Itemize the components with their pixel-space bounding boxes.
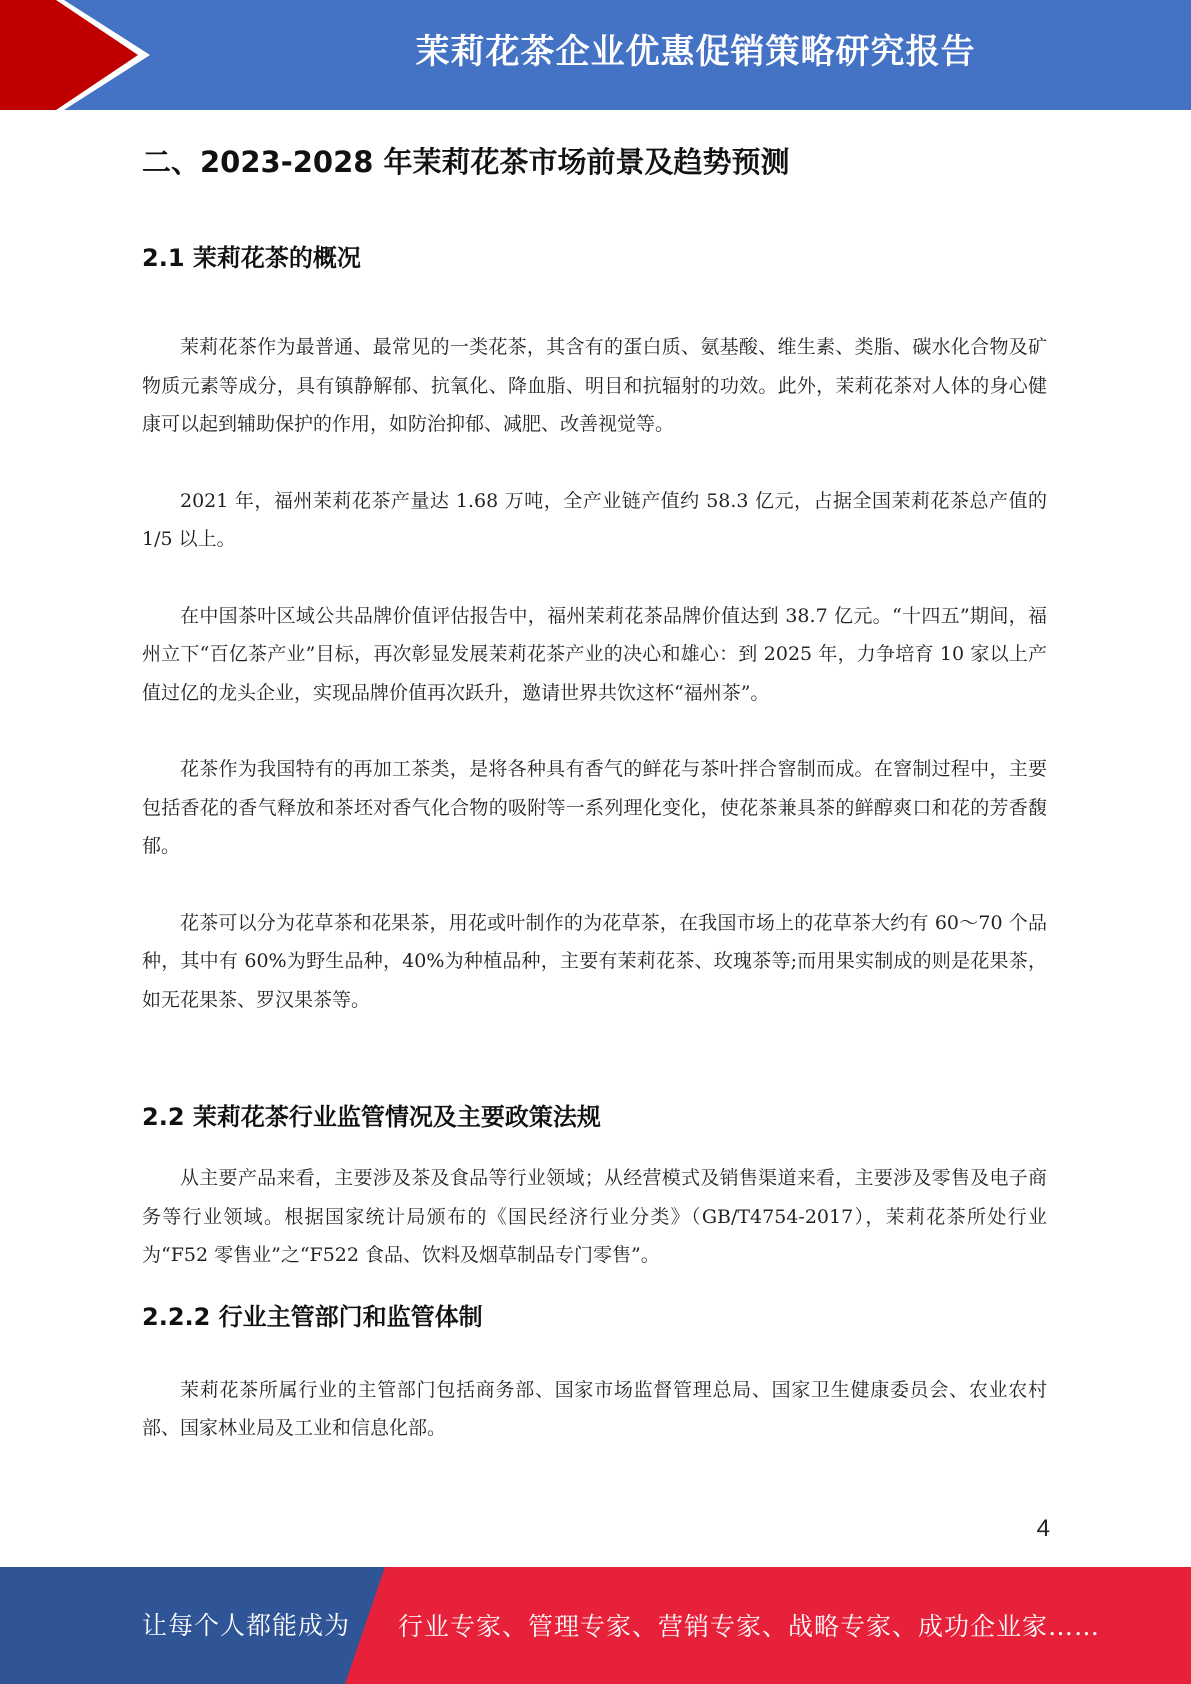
subsection-title-2-1: 2.1 茉莉花茶的概况 — [142, 244, 361, 272]
paragraph: 花茶可以分为花草茶和花果茶，用花或叶制作的为花草茶，在我国市场上的花草茶大约有 60～70 个品种，其中有 60%为野生品种，40%为种植品种，主要有茉莉花茶、玫瑰茶等;而用果实制成的则是花果茶，如无花果茶、罗汉果茶等。 — [142, 911, 1047, 1011]
paragraph: 从主要产品来看，主要涉及茶及食品等行业领域；从经营模式及销售渠道来看，主要涉及零售及电子商务等行业领域。根据国家统计局颁布的《国民经济行业分类》（GB/T4754-2017），茉莉花茶所处行业为“F52 零售业”之“F522 食品、饮料及烟草制品专门零售”。 — [142, 1167, 1047, 1266]
paragraph: 2021 年，福州茉莉花茶产量达 1.68 万吨，全产业链产值约 58.3 亿元，占据全国茉莉花茶总产值的 1/5 以上。 — [142, 489, 1047, 550]
paragraph: 茉莉花茶作为最普通、最常见的一类花茶，其含有的蛋白质、氨基酸、维生素、类脂、碳水化合物及矿物质元素等成分，具有镇静解郁、抗氧化、降血脂、明目和抗辐射的功效。此外，茉莉花茶对人体的身心健康可以起到辅助保护的作用，如防治抑郁、减肥、改善视觉等。 — [142, 336, 1047, 435]
section-title: 二、2023-2028 年茉莉花茶市场前景及趋势预测 — [142, 145, 790, 179]
chevron-arrow-icon — [0, 0, 160, 110]
report-title: 茉莉花茶企业优惠促销策略研究报告 — [415, 32, 976, 72]
subsection-title-2-2-2: 2.2.2 行业主管部门和监管体制 — [142, 1302, 483, 1331]
subsection-title-2-2: 2.2 茉莉花茶行业监管情况及主要政策法规 — [142, 1103, 601, 1131]
page-number: 4 — [1036, 1515, 1050, 1542]
footer-slogan-left: 让每个人都能成为 — [142, 1611, 351, 1640]
header-banner — [0, 0, 1191, 110]
paragraph: 花茶作为我国特有的再加工茶类，是将各种具有香气的鲜花与茶叶拌合窨制而成。在窨制过程中，主要包括香花的香气释放和茶坯对香气化合物的吸附等一系列理化变化，使花茶兼具茶的鲜醇爽口和花的芳香馥郁。 — [142, 758, 1047, 857]
footer-banner — [0, 1567, 1191, 1684]
paragraph: 在中国茶叶区域公共品牌价值评估报告中，福州茉莉花茶品牌价值达到 38.7 亿元。“十四五”期间，福州立下“百亿茶产业”目标，再次彰显发展茉莉花茶产业的决心和雄心：到 2025 年，力争培育 10 家以上产值过亿的龙头企业，实现品牌价值再次跃升，邀请世界共饮这杯“福州茶”。 — [142, 604, 1047, 704]
footer-slogan-right: 行业专家、管理专家、营销专家、战略专家、成功企业家…… — [398, 1612, 1101, 1641]
page-content — [142, 138, 1047, 1448]
paragraph: 茉莉花茶所属行业的主管部门包括商务部、国家市场监督管理总局、国家卫生健康委员会、农业农村部、国家林业局及工业和信息化部。 — [142, 1378, 1047, 1439]
